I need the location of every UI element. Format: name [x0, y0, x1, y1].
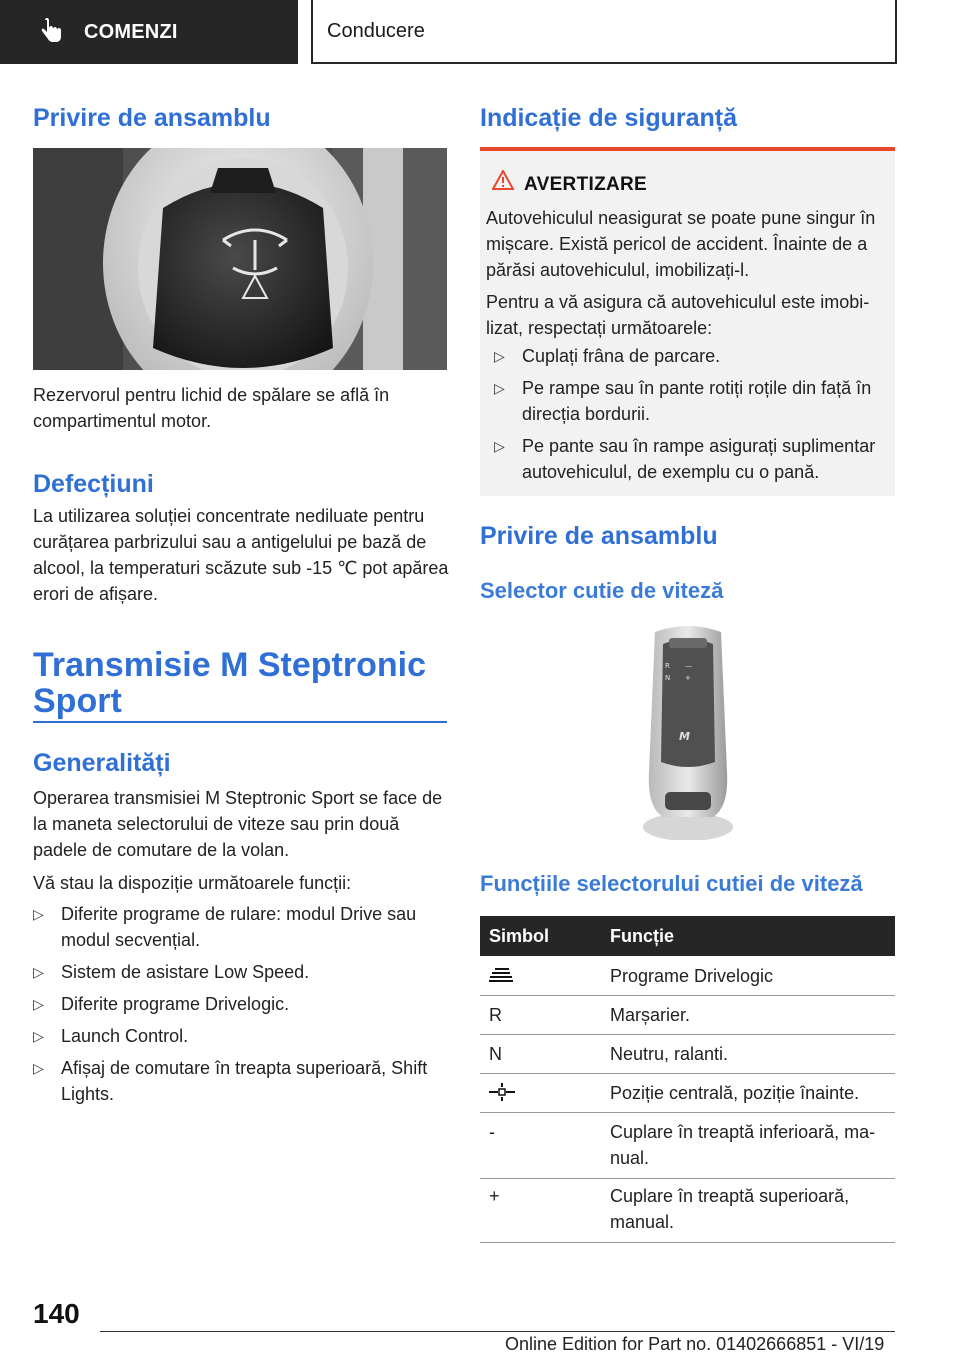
list-item: ▷ Pe rampe sau în pante rotiți roțile din față în direcția bordurii. — [494, 375, 889, 427]
section-tab[interactable] — [0, 0, 298, 64]
list-item: ▷ Launch Control. — [33, 1023, 449, 1049]
svg-text:—: — — [685, 662, 692, 670]
list-item: ▷ Sistem de asistare Low Speed. — [33, 959, 449, 985]
table-row: Poziție centrală, poziție înainte. — [480, 1073, 895, 1113]
edition-text: Online Edition for Part no. 01402666851 - VI/19 — [505, 1334, 885, 1354]
functions-intro: Vă stau la dispoziție următoarele funcții: — [33, 873, 352, 893]
list-item: ▷ Diferite programe Drivelogic. — [33, 991, 449, 1017]
svg-text:M: M — [679, 730, 690, 743]
overview-heading-2: Privire de ansamblu — [480, 522, 718, 550]
washer-reservoir-image — [33, 148, 447, 370]
table-row: R Marșarier. — [480, 995, 895, 1035]
selector-heading: Selector cutie de viteză — [480, 578, 724, 603]
triangle-bullet-icon: ▷ — [494, 380, 505, 396]
list-item: ▷ Diferite programe de rulare: modul Drive sau modul secvențial. — [33, 901, 449, 953]
col-symbol-header: Simbol — [489, 926, 550, 946]
table-row: N Neutru, ralanti. — [480, 1034, 895, 1074]
triangle-bullet-icon: ▷ — [494, 348, 505, 364]
warning-label: AVERTIZARE — [524, 174, 647, 195]
svg-text:R: R — [665, 662, 670, 670]
triangle-bullet-icon: ▷ — [33, 964, 44, 980]
safety-heading: Indicație de siguranță — [480, 104, 738, 132]
heading-divider — [33, 721, 447, 723]
list-item: ▷ Cuplați frâna de parcare. — [494, 343, 889, 369]
warning-list — [494, 343, 889, 491]
col-function-header: Funcție — [610, 926, 675, 946]
triangle-bullet-icon: ▷ — [33, 1060, 44, 1076]
hand-pointer-icon — [38, 18, 62, 46]
center-position-icon — [489, 1083, 515, 1101]
overview-heading: Privire de ansamblu — [33, 104, 271, 132]
triangle-bullet-icon: ▷ — [33, 996, 44, 1012]
warning-box — [480, 151, 895, 496]
warning-text-1: Autovehiculul neasigurat se poate pune singur în mișcare. Există pericol de accident. Înainte de a părăsi autovehiculul, imobilizați-l. — [486, 208, 876, 280]
warning-triangle-icon — [492, 170, 514, 190]
general-heading: Generalități — [33, 749, 171, 777]
triangle-bullet-icon: ▷ — [33, 1028, 44, 1044]
list-item: ▷ Pe pante sau în rampe asigurați suplimentar autovehiculul, de exemplu cu o pană. — [494, 433, 889, 485]
defects-heading: Defecțiuni — [33, 470, 154, 498]
table-row: Programe Drivelogic — [480, 956, 895, 996]
footer-divider — [100, 1331, 895, 1332]
defects-text: La utilizarea soluției concentrate nediluate pentru curățarea parbrizului sau a antigelului pe bază de alcool, la temperaturi scăzute sub -15 ℃ pot apărea erori de afișare. — [33, 506, 449, 604]
drivelogic-icon — [489, 967, 513, 983]
reservoir-caption: Rezervorul pentru lichid de spălare se află în compartimentul motor. — [33, 385, 390, 431]
page-number: 140 — [33, 1298, 80, 1329]
general-text: Operarea transmisiei M Steptronic Sport se face de la maneta selectorului de viteze sau prin două padele de comutare de la volan. — [33, 788, 443, 860]
warning-text-2: Pentru a vă asigura că autovehiculul este imobilizat, respectați următoarele: — [486, 292, 870, 338]
chapter-title: Conducere — [327, 19, 425, 42]
triangle-bullet-icon: ▷ — [33, 906, 44, 922]
table-row: - Cuplare în treaptă inferioară, manual. — [480, 1112, 895, 1179]
section-title: COMENZI — [84, 20, 178, 43]
triangle-bullet-icon: ▷ — [494, 438, 505, 454]
svg-text:N: N — [665, 674, 671, 682]
table-header — [480, 916, 895, 956]
functions-heading: Funcțiile selectorului cutiei de viteză — [480, 871, 863, 896]
gear-selector-image — [641, 622, 735, 840]
svg-text:+: + — [685, 674, 691, 682]
table-row: + Cuplare în treaptă superioară, manual. — [480, 1178, 895, 1243]
chapter-tab — [311, 0, 897, 64]
functions-list — [33, 901, 449, 1113]
list-item: ▷ Afișaj de comutare în treapta superioară, Shift Lights. — [33, 1055, 449, 1107]
transmission-heading: Transmisie M Steptronic Sport — [33, 646, 426, 720]
